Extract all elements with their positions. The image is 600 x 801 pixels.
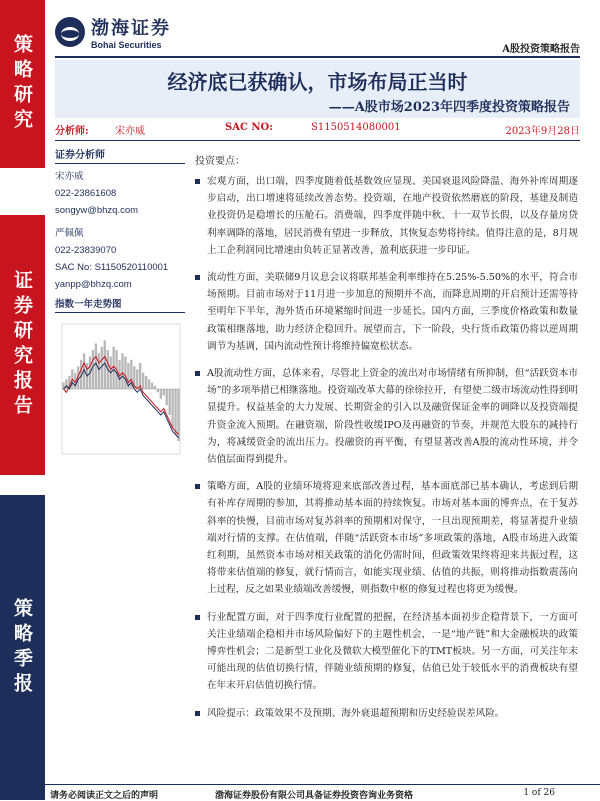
sidebar-text-research: 策略研究	[11, 34, 33, 134]
header-divider	[55, 56, 580, 58]
chart-bar	[166, 389, 168, 405]
chart-bar	[171, 389, 173, 428]
page-number: 1 of 26	[523, 788, 555, 798]
para-strategy: 策略方面，A股的业绩环境将迎来底部改善过程，基本面底部已基本确认，考虑到后期有补库存周期的参加，其将推动基本面的持续恢复。市场对基本面的博弈点，在于复苏斜率的快慢，目前市场对复苏斜率的预期相对保守，一旦出现预期差，将显著提升业绩端对行情的支撑。在估值端，伴随“活跃资本市场”多项政策的落地，A股市场进入政策红利期，虽然资本市场对相关政策的消化仍需时间，但政策效果终将迎来共振过程，这将带来估值端的修复，就行情而言，如能实现业绩、估值的共振，则将推动指数震荡向上过程，反之如果业绩端改善缓慢，则指数中枢的修复过程也将更为缓慢。	[195, 478, 578, 598]
report-body	[195, 152, 578, 732]
chart-bar	[145, 376, 147, 389]
sidebar-block-quarterly	[0, 495, 45, 800]
chart-bar	[121, 353, 123, 389]
report-subtitle: ——A股市场2023年四季度投资策略报告	[328, 100, 570, 115]
chart-bar	[148, 379, 150, 389]
sidebar-text-report: 证券研究报告	[11, 270, 33, 420]
chart-bar	[160, 389, 162, 399]
brand-logo-icon	[55, 17, 85, 47]
chart-bar	[65, 379, 67, 389]
chart-bar	[124, 357, 126, 390]
analyst1-phone: 022-23861608	[55, 188, 117, 199]
title-box	[55, 60, 580, 118]
analyst1-email[interactable]: songyw@bhzq.com	[55, 205, 139, 216]
para-macro: 宏观方面，出口端，四季度随着低基数效应显现、美国衰退风险降温、海外补库周期逐步启动，出口增速将延续改善态势。投资端，在地产投资依然磨底的阶段，基建及制造业投资仍是稳增长的压舱石。消费端，四季度伴随中秋、十一双节长假，以及存量房贷利率调降的落地，居民消费有望进一步释放，其恢复态势将持续。值得注意的是，8月规上工企利润同比增速由负转正显著改善，盈利底获进一步印证。	[195, 173, 578, 259]
report-date: 2023年9月28日	[505, 126, 580, 137]
chart-bar	[169, 389, 171, 415]
report-title: 经济底已获确认，市场布局正当时	[167, 70, 468, 94]
chart-bar	[98, 353, 100, 389]
brand-logo	[55, 14, 171, 50]
analyst2-phone: 022-23839070	[55, 245, 117, 256]
analyst1-name: 宋亦威	[55, 171, 84, 182]
chart-bar	[151, 383, 153, 390]
footer-divider	[0, 784, 600, 785]
meta-row	[55, 120, 580, 138]
analyst-name: 宋亦威	[115, 126, 145, 137]
sac-label: SAC NO:	[225, 122, 273, 133]
chart-bar	[92, 350, 94, 389]
sac-number: S1150514080001	[311, 122, 401, 133]
analyst-section-label: 证券分析师	[55, 146, 185, 164]
chart-bar	[163, 389, 165, 396]
meta-divider	[55, 140, 580, 141]
chart-bar	[174, 389, 176, 435]
chart-bar	[154, 386, 156, 389]
chart-bar	[95, 344, 97, 390]
brand-name-cn: 渤海证券	[91, 18, 171, 39]
analyst2-name: 严佩佩	[55, 228, 84, 239]
para-industry: 行业配置方面，对于四季度行业配置的把握，在经济基本面初步企稳背景下，一方面可关注业绩端企稳相并市场风险偏好下的主题性机会，一是“地产链”和大金融板块的政策博弈性机会；二是新型工业化及微软大模型催化下的TMT板块。另一方面，可关注年末可能出现的估值切换行情，伴随业绩预期的修复，估值已处于较低水平的消费板块有望在年末开启估值切换行情。	[195, 609, 578, 695]
analyst2-sac: SAC No: S1150520110001	[55, 262, 169, 273]
sidebar-block-research	[0, 0, 45, 168]
sidebar-block-report	[0, 215, 45, 475]
analyst-label: 分析师:	[55, 126, 89, 137]
chart-bar	[157, 389, 159, 392]
index-chart-label: 指数一年走势图	[55, 296, 185, 313]
chart-bar	[142, 373, 144, 389]
footer-company: 渤海证券股份有限公司具备证券投资咨询业务资格	[215, 791, 414, 801]
footer-disclaimer: 请务必阅读正文之后的声明	[50, 791, 159, 801]
index-trend-chart	[58, 318, 184, 468]
para-risk: 风险提示：政策效果不及预期、海外衰退超预期和历史经验误差风险。	[195, 705, 578, 722]
sidebar-text-quarterly: 策略季报	[11, 597, 33, 698]
analyst2-email[interactable]: yanpp@bhzq.com	[55, 279, 132, 290]
document-type: A股投资策略报告	[502, 44, 580, 55]
para-liquidity: 流动性方面，美联储9月议息会议将联邦基金利率维持在5.25%-5.50%的水平，符合市场预期。目前市场对于11月进一步加息的预期并不高，而降息周期的开启预计还需等待至明年下半年，海外货币环境紧缩时间进一步延长。国内方面，三季度价格政策和数量政策相继落地，助力经济企稳回升。展望而言，下一阶段，央行货币政策仍将以逆周期调节为基调，国内流动性预计将维持偏宽松状态。	[195, 269, 578, 355]
para-a-share-liquidity: A股流动性方面，总体来看，尽管北上资金的流出对市场情绪有所抑制，但“活跃资本市场”的多项举措已相继落地。投资端改革大幕的徐徐拉开，有望使二级市场流动性得到明显提升。权益基金的大力发展、长期资金的引入以及融资保证金率的调降以及投资端提升资金流入预期。在融资端，阶段性收缓IPO及再融资的节奏，并规范大股东的减持行为，将减缓资金的流出压力。投融资的再平衡，有望显著改善A股的流动性环境，并令估值层面得到提升。	[195, 365, 578, 468]
body-intro: 投资要点：	[195, 156, 245, 167]
analyst-info	[55, 146, 185, 293]
chart-bar	[136, 370, 138, 390]
brand-name-en: Bohai Securities	[91, 40, 162, 50]
